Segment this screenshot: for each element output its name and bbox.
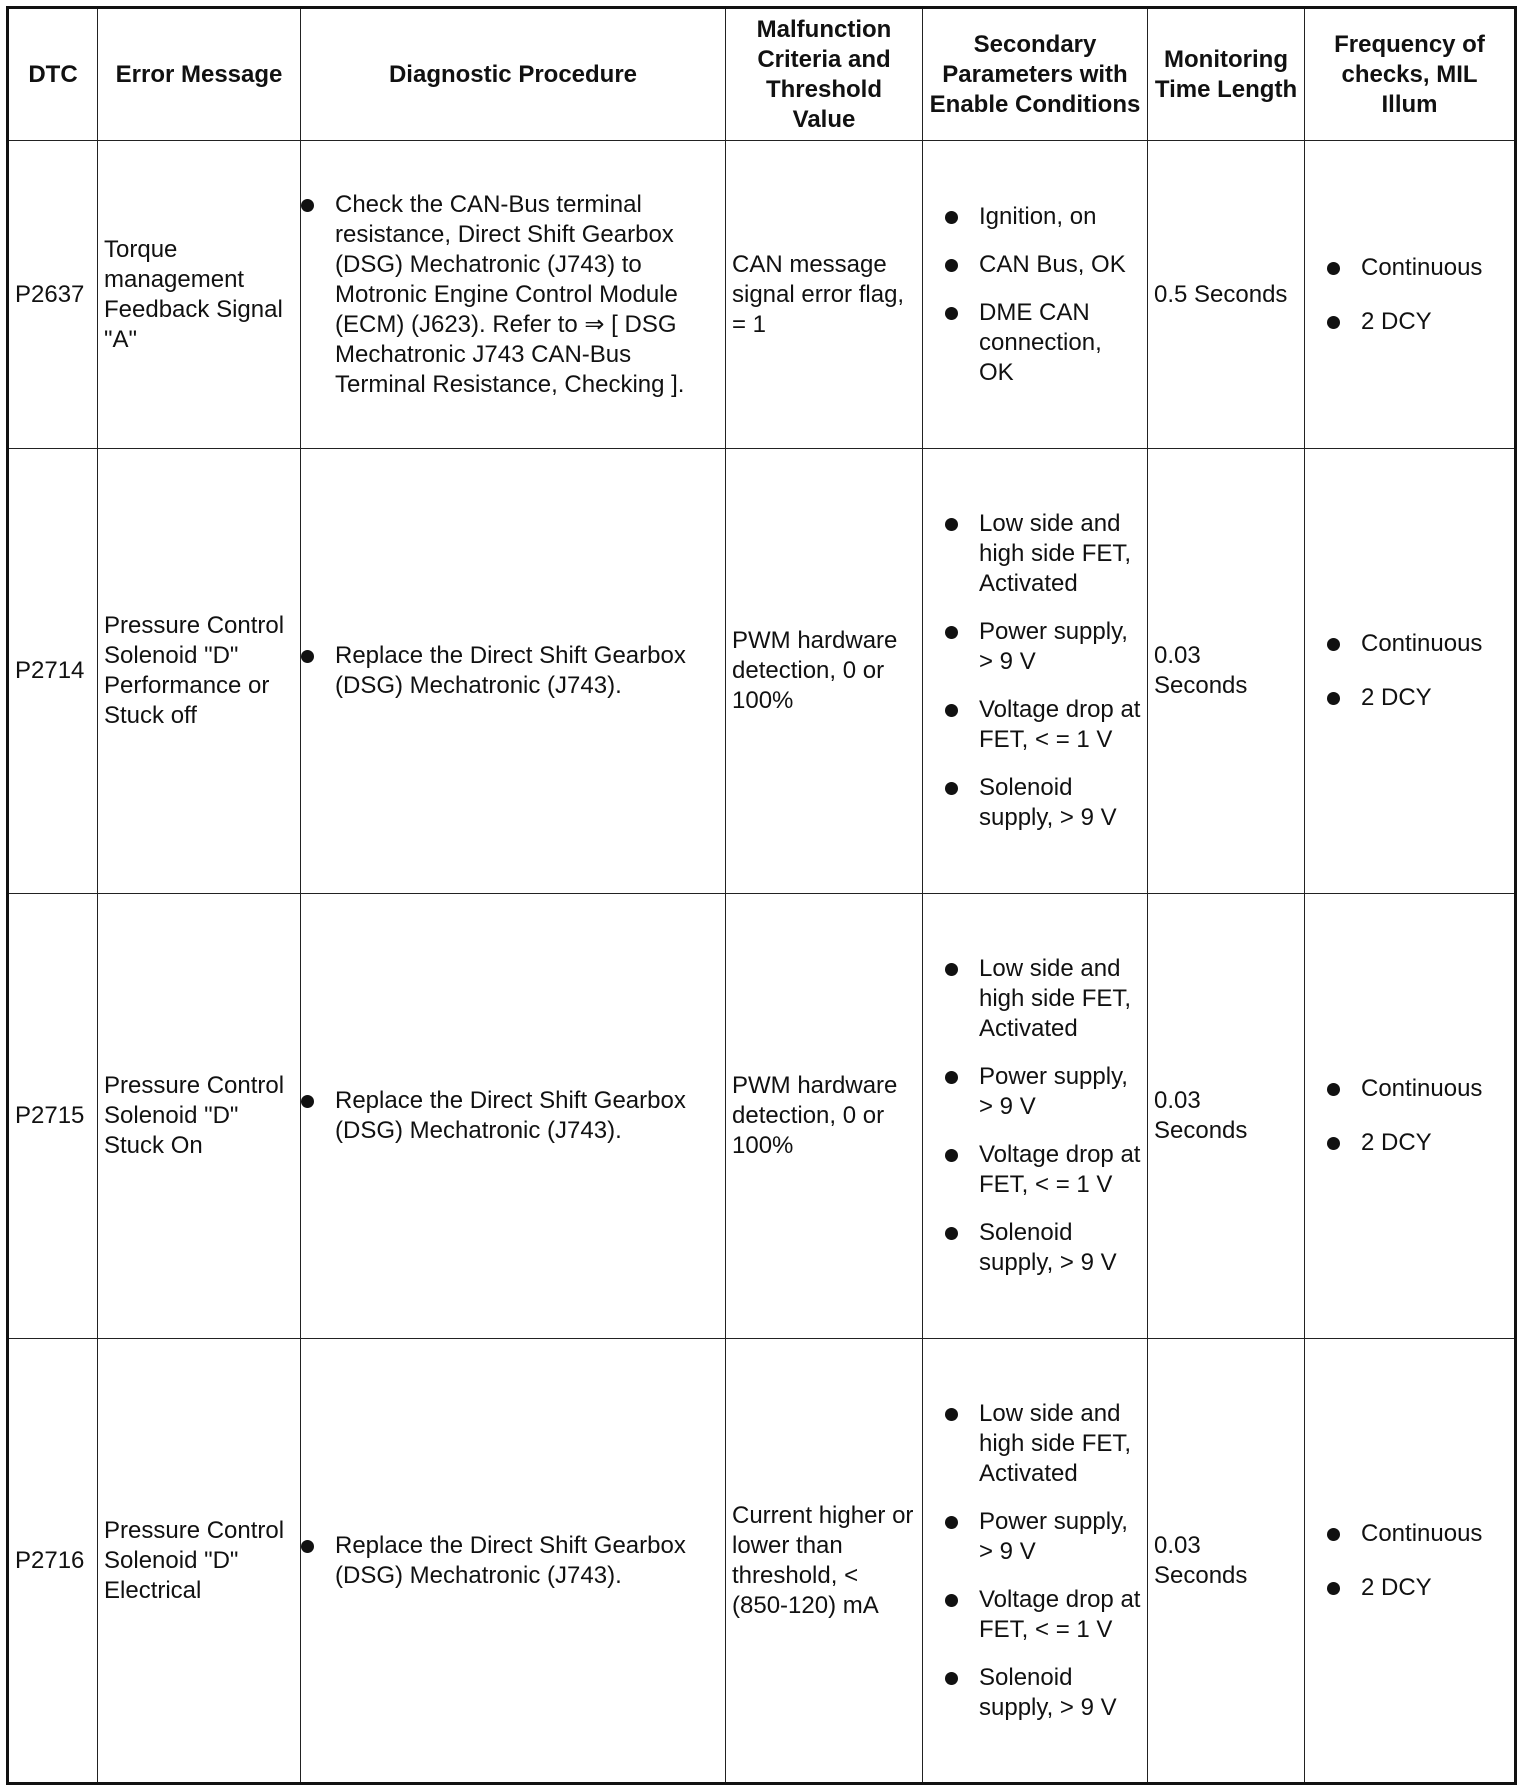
frequency-cell bbox=[1305, 894, 1516, 1339]
monitoring-time: 0.03 Seconds bbox=[1154, 642, 1248, 699]
secondary-parameter-item: Solenoid supply, > 9 V bbox=[945, 773, 1141, 833]
dtc-code: P2715 bbox=[15, 1102, 85, 1129]
monitoring-time-cell bbox=[1148, 1339, 1305, 1784]
secondary-parameter-item: Voltage drop at FET, < = 1 V bbox=[945, 1585, 1141, 1645]
secondary-parameter-list bbox=[923, 954, 1147, 1278]
header-error-message: Error Message bbox=[98, 8, 301, 141]
procedure-step-item: Replace the Direct Shift Gearbox (DSG) Mechatronic (J743). bbox=[301, 641, 725, 701]
dtc-code: P2714 bbox=[15, 657, 85, 684]
secondary-parameters-cell bbox=[923, 1339, 1148, 1784]
diagnostic-procedure-cell bbox=[301, 1339, 726, 1784]
header-diagnostic-procedure: Diagnostic Procedure bbox=[301, 8, 726, 141]
secondary-parameter-item: Solenoid supply, > 9 V bbox=[945, 1218, 1141, 1278]
secondary-parameters-cell bbox=[923, 894, 1148, 1339]
frequency-cell bbox=[1305, 141, 1516, 449]
frequency-item: Continuous bbox=[1327, 629, 1514, 659]
malfunction-criteria: CAN message signal error flag, = 1 bbox=[732, 250, 905, 338]
dtc-code-cell bbox=[8, 894, 98, 1339]
error-message: Torque management Feedback Signal "A" bbox=[104, 235, 283, 353]
table-row bbox=[8, 449, 1516, 894]
secondary-parameter-item: Voltage drop at FET, < = 1 V bbox=[945, 695, 1141, 755]
header-row bbox=[8, 8, 1516, 141]
malfunction-criteria-cell bbox=[726, 449, 923, 894]
secondary-parameter-list bbox=[923, 1399, 1147, 1723]
frequency-item: Continuous bbox=[1327, 1519, 1514, 1549]
procedure-step-list bbox=[301, 190, 725, 400]
diagnostic-procedure-cell bbox=[301, 449, 726, 894]
procedure-step-list bbox=[301, 641, 725, 701]
error-message-cell bbox=[98, 894, 301, 1339]
error-message: Pressure Control Solenoid "D" Performance or Stuck off bbox=[104, 612, 285, 729]
secondary-parameter-item: Ignition, on bbox=[945, 202, 1141, 232]
table-row bbox=[8, 894, 1516, 1339]
secondary-parameter-item: Power supply, > 9 V bbox=[945, 1062, 1141, 1122]
monitoring-time: 0.03 Seconds bbox=[1154, 1087, 1248, 1144]
secondary-parameters-cell bbox=[923, 141, 1148, 449]
error-message-cell bbox=[98, 1339, 301, 1784]
secondary-parameter-item: Power supply, > 9 V bbox=[945, 617, 1141, 677]
dtc-table-body bbox=[8, 141, 1516, 1784]
header-malfunction-criteria: Malfunction Criteria and Threshold Value bbox=[726, 8, 923, 141]
frequency-item: 2 DCY bbox=[1327, 1128, 1514, 1158]
secondary-parameter-item: Low side and high side FET, Activated bbox=[945, 954, 1141, 1044]
malfunction-criteria-cell bbox=[726, 1339, 923, 1784]
monitoring-time: 0.03 Seconds bbox=[1154, 1531, 1248, 1589]
header-frequency: Frequency of checks, MIL Illum bbox=[1305, 8, 1516, 141]
frequency-list bbox=[1305, 1519, 1514, 1603]
secondary-parameter-item: Low side and high side FET, Activated bbox=[945, 1399, 1141, 1489]
secondary-parameter-item: DME CAN connection, OK bbox=[945, 298, 1141, 388]
diagnostic-procedure-cell bbox=[301, 141, 726, 449]
monitoring-time-cell bbox=[1148, 449, 1305, 894]
secondary-parameter-item: Voltage drop at FET, < = 1 V bbox=[945, 1140, 1141, 1200]
malfunction-criteria: Current higher or lower than threshold, < (850-120) mA bbox=[732, 1501, 914, 1619]
secondary-parameters-cell bbox=[923, 449, 1148, 894]
frequency-item: Continuous bbox=[1327, 253, 1514, 283]
header-monitoring-time: Monitoring Time Length bbox=[1148, 8, 1305, 141]
header-dtc: DTC bbox=[8, 8, 98, 141]
error-message-cell bbox=[98, 449, 301, 894]
procedure-step-item: Replace the Direct Shift Gearbox (DSG) Mechatronic (J743). bbox=[301, 1086, 725, 1146]
procedure-step-item: Replace the Direct Shift Gearbox (DSG) Mechatronic (J743). bbox=[301, 1531, 725, 1591]
secondary-parameter-item: CAN Bus, OK bbox=[945, 250, 1141, 280]
frequency-cell bbox=[1305, 1339, 1516, 1784]
dtc-code-cell bbox=[8, 1339, 98, 1784]
malfunction-criteria-cell bbox=[726, 894, 923, 1339]
error-message-cell bbox=[98, 141, 301, 449]
malfunction-criteria: PWM hardware detection, 0 or 100% bbox=[732, 1072, 898, 1159]
frequency-list bbox=[1305, 253, 1514, 337]
dtc-code-cell bbox=[8, 449, 98, 894]
secondary-parameter-item: Low side and high side FET, Activated bbox=[945, 509, 1141, 599]
error-message: Pressure Control Solenoid "D" Electrical bbox=[104, 1516, 285, 1604]
secondary-parameter-item: Power supply, > 9 V bbox=[945, 1507, 1141, 1567]
frequency-list bbox=[1305, 1074, 1514, 1158]
malfunction-criteria-cell bbox=[726, 141, 923, 449]
header-secondary-parameters: Secondary Parameters with Enable Conditions bbox=[923, 8, 1148, 141]
table-row bbox=[8, 141, 1516, 449]
dtc-table bbox=[6, 6, 1517, 1785]
procedure-step-item: Check the CAN-Bus terminal resistance, Direct Shift Gearbox (DSG) Mechatronic (J743) to Motronic Engine Control Module (ECM) (J623). Refer to ⇒ [ DSG Mechatronic J743 CAN-Bus Terminal Resistance, Checking ]. bbox=[301, 190, 725, 400]
error-message: Pressure Control Solenoid "D" Stuck On bbox=[104, 1072, 285, 1159]
secondary-parameter-list bbox=[923, 509, 1147, 833]
monitoring-time-cell bbox=[1148, 894, 1305, 1339]
procedure-step-list bbox=[301, 1531, 725, 1591]
dtc-code: P2716 bbox=[15, 1546, 85, 1574]
dtc-code: P2637 bbox=[15, 280, 85, 308]
procedure-step-list bbox=[301, 1086, 725, 1146]
malfunction-criteria: PWM hardware detection, 0 or 100% bbox=[732, 627, 898, 714]
frequency-item: 2 DCY bbox=[1327, 683, 1514, 713]
dtc-code-cell bbox=[8, 141, 98, 449]
monitoring-time-cell bbox=[1148, 141, 1305, 449]
frequency-item: Continuous bbox=[1327, 1074, 1514, 1104]
secondary-parameter-list bbox=[923, 202, 1147, 388]
frequency-list bbox=[1305, 629, 1514, 713]
secondary-parameter-item: Solenoid supply, > 9 V bbox=[945, 1663, 1141, 1723]
monitoring-time: 0.5 Seconds bbox=[1154, 280, 1288, 308]
frequency-item: 2 DCY bbox=[1327, 1573, 1514, 1603]
table-row bbox=[8, 1339, 1516, 1784]
frequency-item: 2 DCY bbox=[1327, 307, 1514, 337]
diagnostic-procedure-cell bbox=[301, 894, 726, 1339]
frequency-cell bbox=[1305, 449, 1516, 894]
